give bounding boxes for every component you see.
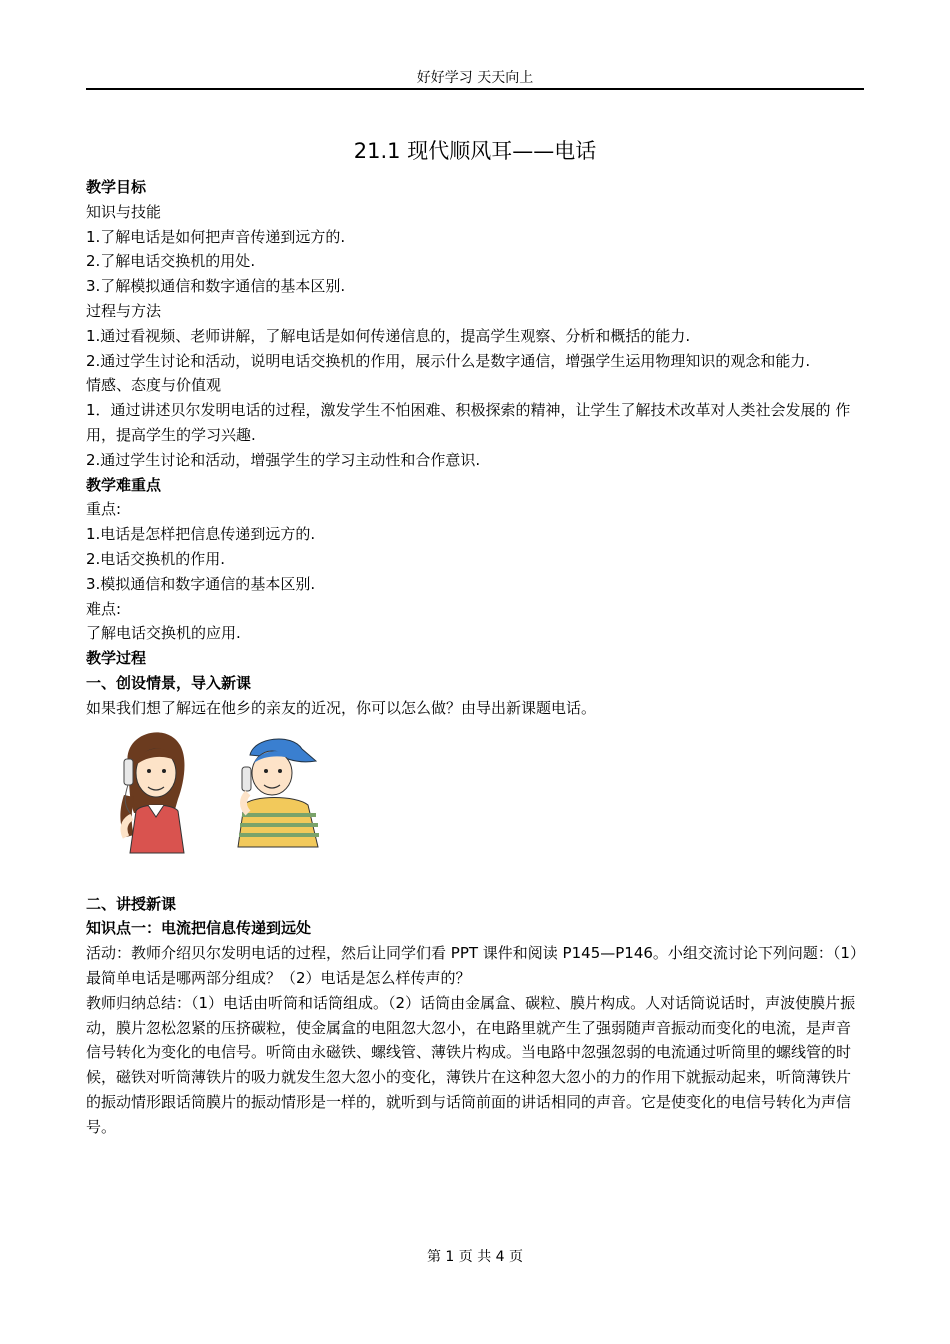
process-method-item: 1.通过看视频、老师讲解，了解电话是如何传递信息的，提高学生观察、分析和概括的能力. — [86, 326, 691, 345]
emotion-item: 1．通过讲述贝尔发明电话的过程，激发学生不怕困难、积极探索的精神，让学生了解技术改革对人类社会发展的 作用，提高学生的学习兴趣. — [86, 401, 851, 444]
process-method-label: 过程与方法 — [86, 301, 162, 320]
step1-heading: 一、创设情景，导入新课 — [86, 673, 252, 692]
knowledge-item: 2.了解电话交换机的用处. — [86, 252, 256, 271]
boy-on-phone-image — [234, 733, 326, 851]
hard-point-item: 了解电话交换机的应用. — [86, 624, 241, 643]
spacer — [86, 884, 864, 892]
key-point-item: 3.模拟通信和数字通信的基本区别. — [86, 574, 316, 593]
girl-on-phone-image — [114, 725, 194, 857]
process-method-item: 2.通过学生讨论和活动，说明电话交换机的作用，展示什么是数字通信，增强学生运用物理知识的观念和能力. — [86, 351, 811, 370]
hard-points-label: 难点: — [86, 599, 122, 618]
key-point-item: 2.电话交换机的作用. — [86, 549, 226, 568]
step1-text: 如果我们想了解远在他乡的亲友的近况，你可以怎么做？由导出新课题电话。 — [86, 698, 597, 717]
knowledge-label: 知识与技能 — [86, 202, 162, 221]
header-rule — [86, 88, 864, 90]
summary-text: 教师归纳总结：（1）电话由听筒和话筒组成。（2）话筒由金属盒、碳粒、膜片构成。人对话筒说话时，声波使膜片振动，膜片忽松忽紧的压挤碳粒，使金属盒的电阻忽大忽小，在电路里就产生了强弱随声音振动而变化的电流，是声音信号转化为变化的电信号。听筒由永磁铁、螺线管、薄铁片构成。当电路中忽强忽弱的电流通过听筒里的螺线管的时候，磁铁对听筒薄铁片的吸力就发生忽大忽小的变化，薄铁片在这种忽大忽小的力的作用下就振动起来，听筒薄铁片的振动情形跟话筒膜片的振动情形是一样的，就听到与话筒前面的讲话相同的声音。它是使变化的电信号转化为声信号。 — [86, 993, 856, 1136]
key-point-item: 1.电话是怎样把信息传递到远方的. — [86, 525, 316, 544]
page-footer: 第 1 页 共 4 页 — [426, 1249, 524, 1265]
difficulty-heading: 教学难重点 — [86, 475, 162, 494]
knowledge-item: 1.了解电话是如何把声音传递到远方的. — [86, 227, 346, 246]
document-body — [86, 175, 864, 1140]
goals-heading: 教学目标 — [86, 178, 147, 196]
page-header: 好好学习 天天向上 — [416, 70, 534, 86]
emotion-label: 情感、态度与价值观 — [86, 376, 222, 395]
phone-illustration — [86, 725, 864, 880]
point1-heading: 知识点一：电流把信息传递到远处 — [86, 919, 312, 938]
key-points-label: 重点: — [86, 500, 122, 519]
process-heading: 教学过程 — [86, 649, 147, 668]
activity-text: 活动：教师介绍贝尔发明电话的过程，然后让同学们看 PPT 课件和阅读 P145—P146。小组交流讨论下列问题：（1）最简单电话是哪两部分组成？（2）电话是怎么样传声的？ — [86, 944, 858, 987]
document-title: 21.1 现代顺风耳——电话 — [353, 139, 597, 163]
step2-heading: 二、讲授新课 — [86, 894, 177, 913]
emotion-item: 2.通过学生讨论和活动，增强学生的学习主动性和合作意识. — [86, 450, 481, 469]
knowledge-item: 3.了解模拟通信和数字通信的基本区别. — [86, 277, 346, 296]
